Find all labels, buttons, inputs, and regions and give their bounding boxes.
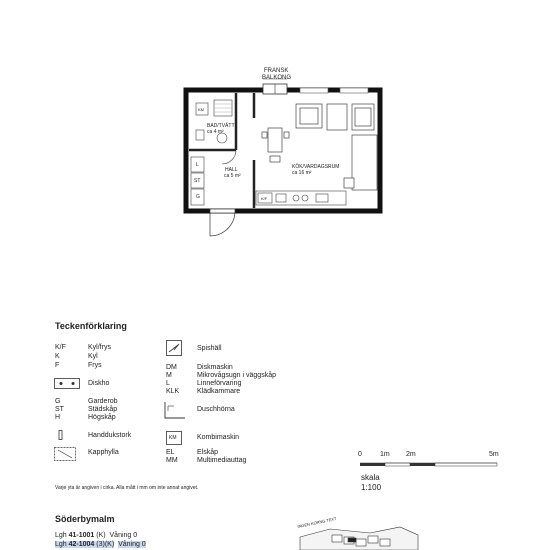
combi-machine-code: KM <box>169 435 177 441</box>
legend-text: Duschhörna <box>197 406 235 413</box>
fixture-km: KM <box>198 107 204 112</box>
legend-text: Frys <box>88 362 102 369</box>
hall-area: ca 5 m² <box>224 173 241 179</box>
legend-text: Kapphylla <box>88 449 119 456</box>
entrance-door <box>210 209 235 236</box>
floor-plan <box>0 0 550 260</box>
apartment-type: (3)(K) <box>96 541 115 548</box>
scale-label: skala <box>361 473 380 482</box>
legend-text: Klädkammare <box>197 388 241 395</box>
fixture-st: ST <box>194 178 201 184</box>
stove-icon <box>166 340 182 356</box>
legend-title: Teckenförklaring <box>55 321 127 331</box>
hall-label: HALL <box>225 167 238 173</box>
area-note: Varje yta är angiven i cirka. Alla mått i mm om inte annat angivet. <box>55 485 199 491</box>
coat-rack-icon <box>54 447 76 461</box>
area-title: Söderbymalm <box>55 514 115 524</box>
site-map-label: INGEN KORNG TEXT <box>296 515 337 530</box>
legend-text: Städskåp <box>88 406 118 413</box>
legend-text: Mikrovågsugn i väggskåp <box>197 372 276 379</box>
scale-tick: 1m <box>380 451 390 458</box>
legend-code: K <box>55 353 60 360</box>
apartment-type: (K) <box>96 532 106 539</box>
living-label: KÖK/VARDAGSRUM <box>292 164 340 170</box>
legend-text: Elskåp <box>197 449 219 456</box>
legend-code: EL <box>166 449 175 456</box>
scale-tick: 0 <box>358 451 362 458</box>
apartment-number: 41-1001 <box>68 532 95 539</box>
apartment-row-1[interactable] <box>55 531 137 540</box>
scale-tick: 5m <box>489 451 499 458</box>
apartment-row-2[interactable] <box>55 540 146 549</box>
legend-code: F <box>55 362 60 369</box>
fixture-g: G <box>196 194 200 200</box>
fixture-l: L <box>196 162 199 168</box>
legend-text: Diskmaskin <box>197 364 233 371</box>
legend-code: K/F <box>55 344 66 351</box>
legend-code: L <box>166 380 170 387</box>
legend-code: M <box>166 372 172 379</box>
legend-text: Diskho <box>88 380 110 387</box>
sink-icon <box>54 378 80 390</box>
kitchen-counter <box>256 191 346 205</box>
apartment-prefix: Lgh <box>55 541 69 548</box>
legend-code: DM <box>166 364 177 371</box>
legend-code: MM <box>166 457 178 464</box>
site-map <box>260 515 420 550</box>
balcony-label-1: FRANSK <box>264 68 289 74</box>
apartment-floor: Våning 0 <box>118 541 146 548</box>
legend-text: Kyl <box>88 353 98 360</box>
legend-code: ST <box>55 406 64 413</box>
legend-text: Handdukstork <box>88 432 132 439</box>
legend-text: Garderob <box>88 398 118 405</box>
legend-text: Linneförvaring <box>197 380 242 387</box>
apartment-number: 42-1004 <box>68 541 95 548</box>
shower-corner-icon <box>164 401 186 419</box>
legend-text: Kyl/frys <box>88 344 111 351</box>
bath-area: ca 4 m² <box>207 129 224 135</box>
fixture-kf: K/F <box>261 196 268 201</box>
legend-code: H <box>55 414 61 421</box>
scale-bar <box>356 460 506 472</box>
furniture <box>262 104 377 190</box>
apartment-prefix: Lgh <box>55 532 69 539</box>
legend-code: KLK <box>166 388 180 395</box>
legend-text: Spishäll <box>197 345 222 352</box>
legend-text: Högskåp <box>88 414 116 421</box>
legend-code: G <box>55 398 61 405</box>
scale-tick: 2m <box>406 451 416 458</box>
towel-rail-icon <box>58 430 64 440</box>
apartment-floor: Våning 0 <box>109 532 138 539</box>
legend-text: Kombimaskin <box>197 434 240 441</box>
living-area: ca 16 m² <box>292 170 312 176</box>
balcony-label-2: BALKONG <box>262 75 292 81</box>
scale-ratio: 1:100 <box>361 483 382 492</box>
legend-text: Multimediauttag <box>197 457 247 464</box>
bath-label: BAD/TVÄTT <box>207 123 235 129</box>
